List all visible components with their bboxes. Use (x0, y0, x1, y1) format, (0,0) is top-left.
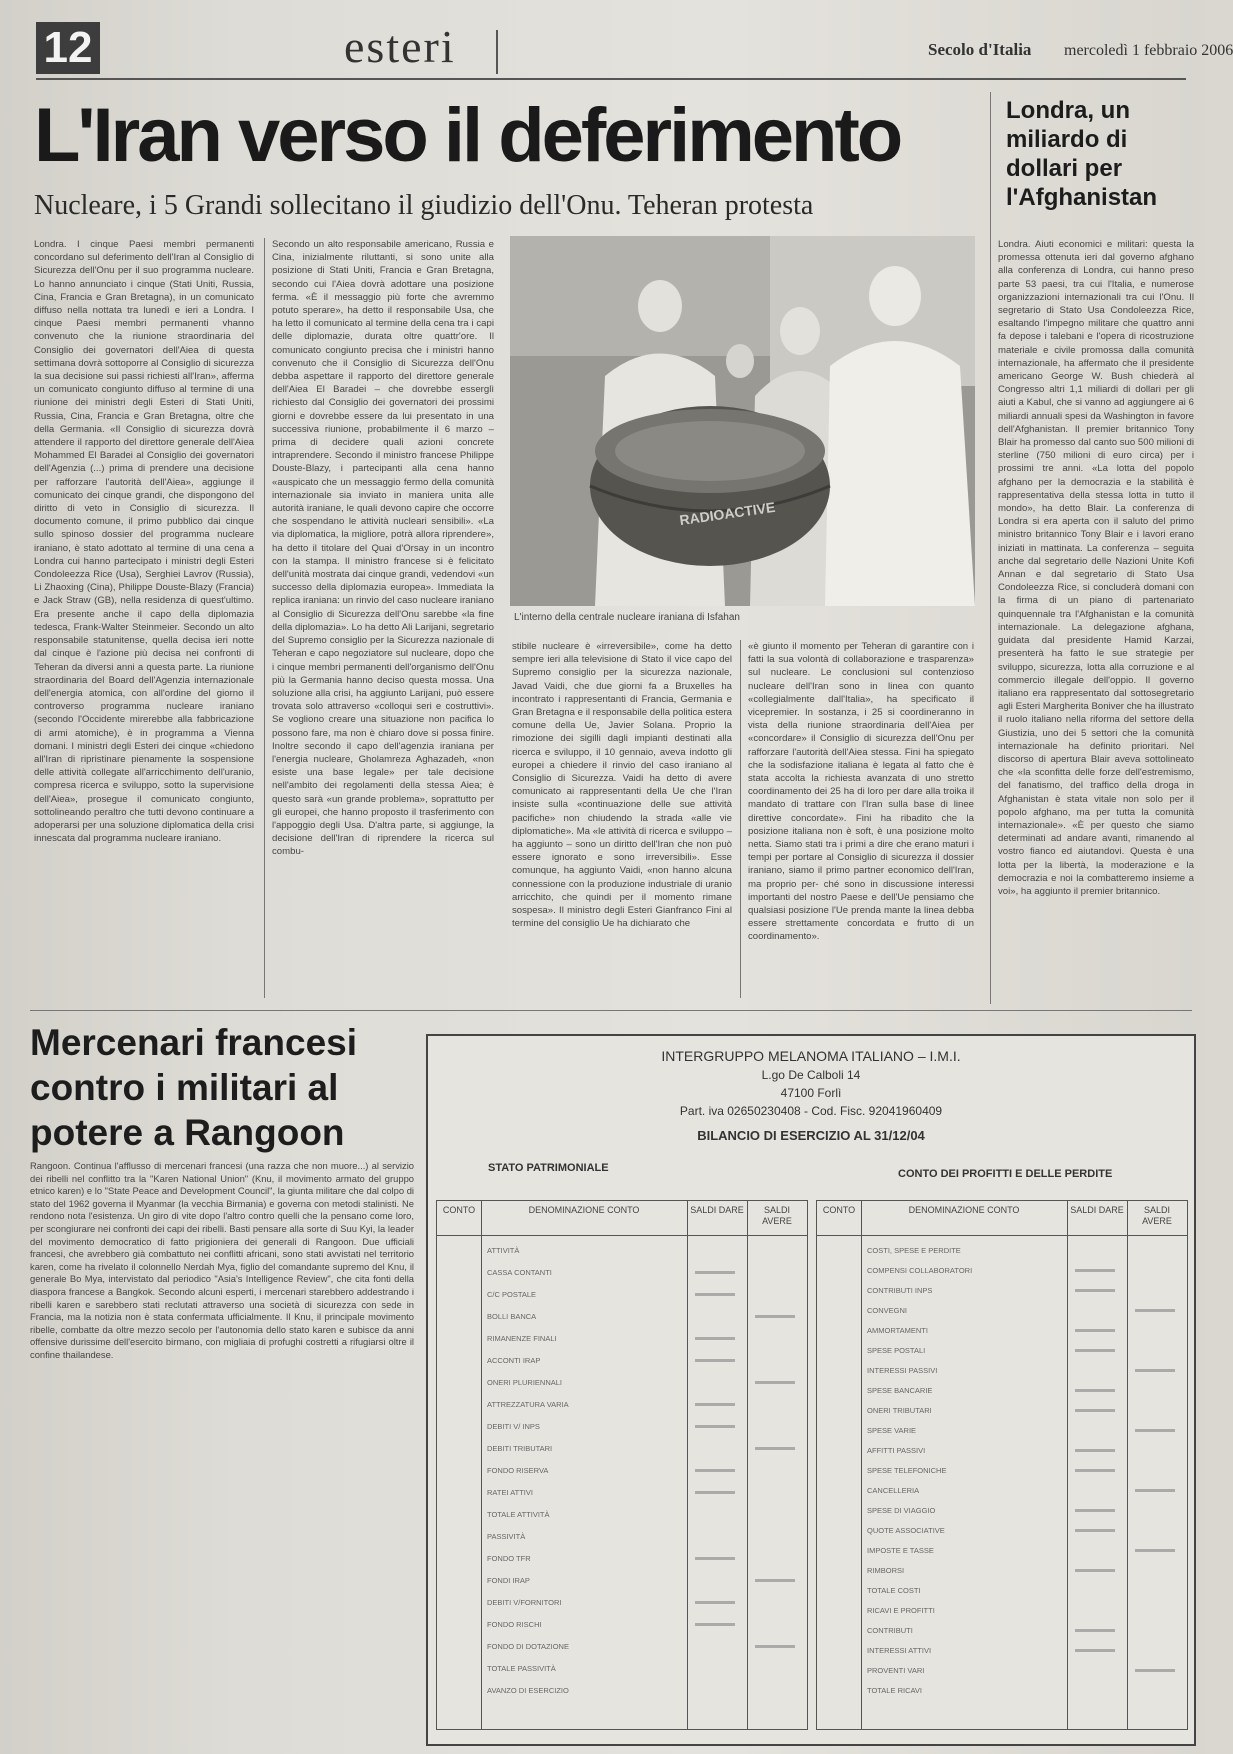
table-row-label: COSTI, SPESE E PERDITE (867, 1246, 961, 1255)
table-row-label: AFFITTI PASSIVI (867, 1446, 926, 1455)
table-row-label: FONDO RISERVA (487, 1466, 549, 1475)
table-value-mark (755, 1315, 795, 1318)
ad-left-title: STATO PATRIMONIALE (488, 1162, 609, 1174)
article-column-3: stibile nucleare è «irreversibile», come ha detto sempre ieri alla televisione di Stato il vice capo del Supremo consiglio per la sicurezza nazionale, Javad Vaidi, che due giorni fa a Bruxelles ha incontrato i rappresentanti di Francia, Germania e Gran Bretagna e il responsabile della politica estera comune della Ue, Javier Solana. Proprio la rimozione dei sigilli dagli impianti destinati alla ricerca e sviluppo, il 10 gennaio, aveva indotto gli europei a chiedere il rinvio del caso iraniano al Consiglio di Sicurezza. Vaidi ha detto di avere comunicato ai rappresentanti della Ue che l'Iran insiste sulla «continuazione delle sue attività pacifiche» non chiudendo la strada «alle vie diplomatiche». Ma «le attività di ricerca e sviluppo – ha aggiunto – sono un diritto dell'Iran che non può essere ignorato e sono irreversibili». Esse comunque, ha aggiunto Vaidi, «non hanno alcuna connessione con la produzione industriale di uranio arricchito, che quindi per il momento rimane sospesa». Il ministro degli Esteri Gianfranco Fini al termine del consiglio Ue ha dichiarato che (512, 641, 732, 930)
table-value-mark (1075, 1529, 1115, 1532)
table-row-label: INTERESSI PASSIVI (867, 1366, 938, 1375)
header-rule (36, 78, 1186, 80)
table-value-mark (695, 1359, 735, 1362)
table-value-mark (755, 1381, 795, 1384)
sidebar-body: Londra. Aiuti economici e militari: questa la promessa ottenuta ieri dal governo afghano alla conferenza di Londra, cui hanno preso parte 53 paesi, tra cui l'Italia, e numerose organizzazioni internazionali tra cui l'Onu. Il segretario di Stato Usa Condoleezza Rice, esaltando l'impegno militare che quattro anni fa depose i talebani e l'opera di ricostruzione materiale e civile promossa dalla comunità internazionale, ha affermato che il presidente americano George W. Bush chiederà al Congresso altri 1,1 miliardi di dollari per gli aiuti a Kabul, che si vanno ad aggiungere ai 6 miliardi annuali spesi da Washington in favore dell'Afghanistan. Il premier britannico Tony Blair ha promesso dal canto suo 500 milioni di sterline (750 milioni di euro circa) per i prossimi tre anni. «La lotta del popolo afghano per la democrazia e la stabilità è rappresentativa della stessa lotta in tutto il mondo», ha detto Blair. La conferenza di Londra si era aperta con il saluto del primo ministro britannico Tony Blair e i lavori erano iniziati in mattinata. La conferenza – seguita anche dal segretario delle Nazioni Unite Kofi Annan e dal segretario di Stato Usa Condoleezza Rice, si concluderà domani con la firma di un piano di partenariato quinquennale tra l'Afghanistan e la comunità internazionale. La delegazione afghana, guidata dal presidente Hamid Karzai, presenterà ha fatto le sue strategie per sviluppo, sicurezza, lotta alla corruzione e al commercio illegale dell'oppio. Il governo italiano era rappresentato dal sottosegretario agli Esteri Margherita Boniver che ha illustrato il ruolo italiano nella riforma del settore della Giustizia, uno dei 5 settori che la comunità internazionale ha definito prioritari. Nel discorso di apertura Blair aveva sottolineato che «la sconfitta delle forze dell'estremismo, del fanatismo, del traffico della droga in Afghanistan è stata vitale non solo per il popolo afghano, ma per tutta la comunità internazionale». «È per questo che siamo determinati ad andare avanti, rimanendo al vostro fianco ed aiutandovi. Questa è una lotta per la libertà, la moderazione e la democrazia e noi la combatteremo insieme a voi», ha aggiunto il premier britannico. (998, 239, 1194, 897)
section-name: esteri (344, 21, 456, 72)
table-value-mark (695, 1293, 735, 1296)
table-row-label: ATTIVITÀ (487, 1246, 520, 1255)
balance-sheet-notice (426, 1034, 1196, 1746)
table-value-mark (1075, 1569, 1115, 1572)
table-value-mark (1075, 1269, 1115, 1272)
table-row-label: FONDI IRAP (487, 1576, 530, 1585)
table-row-label: BOLLI BANCA (487, 1312, 537, 1321)
table-value-mark (1075, 1409, 1115, 1412)
table-row-label: TOTALE RICAVI (867, 1686, 923, 1695)
table-row-label: CASSA CONTANTI (487, 1268, 552, 1277)
table-value-mark (1075, 1629, 1115, 1632)
table-value-mark (1075, 1289, 1115, 1292)
table-value-mark (755, 1579, 795, 1582)
table-row-label: IMPOSTE E TASSE (867, 1546, 934, 1555)
table-value-mark (695, 1425, 735, 1428)
table-value-mark (755, 1447, 795, 1450)
balance-table-right (816, 1200, 1188, 1730)
table-value-mark (755, 1645, 795, 1648)
column-rule (740, 640, 741, 998)
table-value-mark (1135, 1369, 1175, 1372)
table-value-mark (1075, 1389, 1115, 1392)
table-value-mark (695, 1557, 735, 1560)
table-row-label: INTERESSI ATTIVI (867, 1646, 932, 1655)
table-row-label: DEBITI TRIBUTARI (487, 1444, 553, 1453)
table-row-label: TOTALE ATTIVITÀ (487, 1510, 550, 1519)
col-dare-header: SALDI DARE (1070, 1205, 1124, 1215)
table-row-label: ACCONTI IRAP (487, 1356, 541, 1365)
table-row-label: TOTALE PASSIVITÀ (487, 1664, 556, 1673)
table-row-label: RIMANENZE FINALI (487, 1334, 557, 1343)
table-value-mark (695, 1491, 735, 1494)
col-avere-header: SALDI AVERE (762, 1205, 792, 1226)
nuclear-plant-photo (510, 236, 975, 606)
section-divider-rule (30, 1010, 1192, 1011)
col-desc-header: DENOMINAZIONE CONTO (908, 1205, 1020, 1215)
article-column-4: «è giunto il momento per Teheran di garantire con i fatti la sua volontà di collaborazione e trasparenza» sul nucleare. Le conclusioni sul contenzioso nucleare dell'Iran sono in linea con quanto «collegialmente dall'Italia», ha specificato il vicepremier. In sostanza, i 25 si coordineranno in vista della riunione straordinaria dell'Aiea per «concordare» il Consiglio di sicurezza dell'Onu per rafforzare l'autorità dell'Aiea stessa. Fini ha spiegato che la sodisfazione italiana è legata al fatto che è stata accolta la richiesta avanzata di uno stretto coordinamento dei 25 ha di loro per dare alla troika il mandato di trattare con l'Iran sulla base di linee direttive concordate». Fini ha ribadito che la posizione italiana non è soft, è una posizione molto netta. Siamo stati tra i primi a dire che erano maturi i tempi per portare al Consiglio di sicurezza il dossier iraniano, siamo il primo partner economico dell'Iran, ma proprio per- ché sono in discussione interessi importanti del nostro Paese e dell'Ue pensiamo che qualsiasi posizione l'Ue prenda mante la linea debba essere strettamente concordata e frutto di un coordinamento». (748, 641, 974, 943)
table-value-mark (1135, 1669, 1175, 1672)
section-divider (496, 30, 498, 74)
table-row-label: RATEI ATTIVI (487, 1488, 533, 1497)
table-value-mark (1075, 1469, 1115, 1472)
table-row-label: CANCELLERIA (867, 1486, 920, 1495)
table-row-label: AVANZO DI ESERCIZIO (487, 1686, 569, 1695)
table-row-label: SPESE POSTALI (867, 1346, 926, 1355)
article-column-1: Londra. I cinque Paesi membri permanenti concordano sul deferimento dell'Iran al Consiglio di Sicurezza dell'Onu per il suo programma nucleare. Lo hanno annunciato i cinque (Stati Uniti, Russia, Cina, Francia e Gran Bretagna), in un comunicato diffuso nella nottata tra lunedì e ieri a Londra. I cinque Paesi membri permanenti vhanno convenuto che la riunione straordinaria del Consiglio dei governatori dell'Aiea di questa settimana dovrà sottoporre al Consiglio di sicurezza la sua decisione sui passi richiesti all'Iran», afferma un comunicato congiunto diffuso al termine di una riunione dei ministri degli Esteri di Stati Uniti, Russia, Cina, Francia e Gran Bretagna, oltre che della Germania. «Il Consiglio di sicurezza dovrà attendere il rapporto del direttore generale dell'Aiea Mohammed El Baradei al Consiglio dei governatori dell'Agenzia (...) prima di prendere una decisione per rafforzare l'autorità dell'Aiea», aggiunge il comunicato dei cinque grandi, che dispongono del diritto di veto in Consiglio di sicurezza. Il documento comune, il primo pubblico dai cinque sullo spinoso dossier del programma nucleare iraniano, è stato adottato al termine di una cena a Londra cui hanno partecipato i ministri degli Esteri Condoleezza Rice (Usa), Serghiei Lavrov (Russia), Li Zhaoxing (Cina), Philippe Douste-Blazy (Francia) e Jack Straw (GB), nella residenza di quest'ultimo. Era presente anche il capo della diplomazia tedesca, Frank-Walter Steinmeier. Secondo un alto responsabile statunitense, quella decisa ieri notte dal cinque è l'azione più decisa nei confronti di Teheran da diversi anni a questa parte. La riunione straordinaria del Board dell'Agenzia internazionale dell'energia atomica, con all'ordine del giorno il controverso programma nucleare iraniano (secondo l'Occidente mirerebbe alla fabbricazione di armi atomiche), è in programma a Vienna domani. I ministri degli Esteri dei cinque «chiedono all'Iran di ripristinare pienamente la sospensione delle attività collegate all'arricchimento dell'uranio, compresa ricerca e sviluppo, sotto la supervisione dell'Aiea», prosegue il comunicato congiunto, sottolineando peraltro che tutti devono continuare a adoperarsi per una soluzione diplomatica della crisi innescata dal programma nucleare iraniano. (34, 239, 254, 845)
table-value-mark (695, 1271, 735, 1274)
col-dare-header: SALDI DARE (690, 1205, 744, 1215)
article-column-2: Secondo un alto responsabile americano, Russia e Cina, inizialmente riluttanti, si sono unite alla posizione di Stati Uniti, Francia e Gran Bretagna, secondo cui l'Aiea dovrà adottare una posizione ferma. «È il messaggio più forte che avremmo potuto sperare», ha detto il responsabile Usa, che ha letto il comunicato al termine della cena tra i capi delle diplomazie, durata oltre quattr'ore. Il comunicato congiunto precisa che i ministri hanno convenuto che il Consiglio di Sicurezza dell'Onu debba aspettare il rapporto del direttore generale dell'Aiea El Baradei – che dovrebbe esserglì richiesto dal Consiglio dei governatori dei prossimi giorni e dovrebbe essere da lui presentato in una successiva riunione, probabilmente il 6 marzo – prima di decidere quali azioni concrete intraprendere. Secondo il ministro francese Philippe Douste-Blazy, i partecipanti alla cena hanno «auspicato che un messaggio fermo della comunità internazionale sia inviato in maniera unita alle autorità iraniane, le quali devono capire che occorre che sospendano le attività nucleari sensibili». «La via diplomatica, la migliore, potrà allora riprendere», ha detto il titolare del Quai d'Orsay in un incontro con la stampa. Il ministro francese si è felicitato dell'unità mostrata dai cinque grandi, vedendovi «un successo della diplomazia europea». Immediata la replica iraniana: un rinvio del caso nucleare iraniano al Consiglio di Sicurezza dell'Onu sarebbe «la fine della diplomazia». Lo ha detto Ali Larijani, segretario del Supremo consiglio per la Sicurezza nazionale di Teheran e capo negoziatore sul nucleare, dopo che i cinque membri permanenti dell'organismo dell'Onu più la Germania hanno deciso questa mossa. Una soluzione alla crisi, ha aggiunto Larijani, può essere trovata solo attraverso «colloqui seri e costruttivi». Se vogliono creare una situazione non pacifica lo possono fare, ma non è chiaro dove si possa finire. Inoltre secondo il capo dell'agenzia iraniana per l'energia nucleare, Gholamreza Aghazadeh, «non esiste una base legale» per tale decisione nell'ambito dei regolamenti della stessa Aiea; è questo sarà «un grande problema», soprattutto per gli europei, che hanno proposto il trasferimento con l'appoggio degli Usa. D'altra parte, si aggiunge, la decisione dell'Iran di riprendere la ricerca sul combu- (272, 239, 494, 858)
table-row-label: C/C POSTALE (487, 1290, 537, 1299)
ad-org: INTERGRUPPO MELANOMA ITALIANO – I.M.I. (661, 1048, 961, 1064)
photo-caption: L'interno della centrale nucleare iraniana di Isfahan (514, 612, 740, 623)
table-row-label: SPESE TELEFONICHE (867, 1466, 947, 1475)
table-row-label: DEBITI V/FORNITORI (487, 1598, 562, 1607)
table-row-label: SPESE VARIE (867, 1426, 917, 1435)
table-value-mark (695, 1337, 735, 1340)
table-value-mark (1075, 1329, 1115, 1332)
table-row-label: PASSIVITÀ (487, 1532, 526, 1541)
sidebar-rule (990, 92, 991, 1004)
sidebar-headline: Londra, un miliardo di dollari per l'Afghanistan (1006, 97, 1158, 211)
second-article-body: Rangoon. Continua l'afflusso di mercenari francesi (una razza che non muore...) al servizio dei ribelli nel conflitto tra la "Karen National Union" (Knu, il movimento armato del gruppo etnico karen) e lo "State Peace and Development Council", la giunta militare che dal colpo di stato del 1962 governa il Myanmar (la vecchia Birmania) e governa con metodi stalinisti. Ne rendono nota l'esistenza. Un giro di vite dopo l'altro contro quelli che la pensano come loro, per scongiurare nei confronti dei capi dei ribelli. Basti pensare alla sorte di Suu Kyi, la leader del movimento democratico di fatto prigioniera dei generali di Rangoon. Due ufficiali francesi, che avrebbero già combattuto nei conflitti africani, sono stati avvistati nel territorio karen, come ha rivelato il colonnello Nerdah Mya, figlio del comandante supremo del Knu, il generale Bo Mya, intervistato dal periodico "Asia's Intelligence Review", che cita fonti della diaspora francese a Bangkok. Secondo alcuni esperti, i mercenari starebbero addestrando i ribelli karen e sarebbero stati reclutati attraverso una società di sicurezza con sede in Francia, ma la notizia non è stata confermata ufficialmente. Il Knu, il principale movimento ribelle, combatte da oltre mezzo secolo per l'autonomia dello stato karen e subisce da anni offensive durissime dell'esercito birmano, con migliaia di profughi costretti a rifugiarsi oltre il confine thailandese. (30, 1160, 414, 1360)
table-row-label: FONDO TFR (487, 1554, 531, 1563)
page-number: 12 (36, 22, 100, 74)
table-value-mark (1135, 1309, 1175, 1312)
table-row-label: ONERI TRIBUTARI (867, 1406, 932, 1415)
balance-table-left (436, 1200, 808, 1730)
table-value-mark (695, 1469, 735, 1472)
table-row-label: TOTALE COSTI (867, 1586, 921, 1595)
table-row-label: RICAVI E PROFITTI (867, 1606, 935, 1615)
table-row-label: QUOTE ASSOCIATIVE (867, 1526, 945, 1535)
table-row-label: CONTRIBUTI INPS (867, 1286, 933, 1295)
table-row-label: SPESE DI VIAGGIO (867, 1506, 936, 1515)
ad-address: L.go De Calboli 14 (761, 1068, 861, 1082)
table-value-mark (695, 1403, 735, 1406)
table-value-mark (695, 1601, 735, 1604)
table-row-label: AMMORTAMENTI (867, 1326, 928, 1335)
table-row-label: ONERI PLURIENNALI (487, 1378, 563, 1387)
table-value-mark (1135, 1429, 1175, 1432)
table-row-label: FONDO DI DOTAZIONE (487, 1642, 569, 1651)
nuclear-plant-photo-illustration (510, 236, 975, 606)
ad-right-title: CONTO DEI PROFITTI E DELLE PERDITE (898, 1168, 1113, 1180)
col-desc-header: DENOMINAZIONE CONTO (528, 1205, 640, 1215)
ad-title: BILANCIO DI ESERCIZIO AL 31/12/04 (697, 1128, 925, 1143)
main-headline: L'Iran verso il deferimento (34, 93, 901, 178)
table-row-label: FONDO RISCHI (487, 1620, 542, 1629)
table-row-label: DEBITI V/ INPS (487, 1422, 540, 1431)
table-row-label: RIMBORSI (867, 1566, 905, 1575)
col-code-header: CONTO (442, 1205, 476, 1215)
col-code-header: CONTO (822, 1205, 856, 1215)
table-value-mark (1075, 1349, 1115, 1352)
column-rule (264, 238, 265, 998)
table-value-mark (695, 1623, 735, 1626)
main-subheadline: Nucleare, i 5 Grandi sollecitano il giudizio dell'Onu. Teheran protesta (34, 190, 814, 221)
drum-label: RADIOACTIVE (678, 498, 777, 529)
issue-date: mercoledì 1 febbraio 2006 (1064, 42, 1233, 59)
table-row-label: PROVENTI VARI (867, 1666, 925, 1675)
table-value-mark (1075, 1449, 1115, 1452)
table-row-label: CONTRIBUTI (867, 1626, 913, 1635)
ad-city: 47100 Forlì (780, 1086, 842, 1100)
table-row-label: ATTREZZATURA VARIA (487, 1400, 569, 1409)
table-row-label: CONVEGNI (867, 1306, 908, 1315)
table-value-mark (1135, 1489, 1175, 1492)
table-row-label: COMPENSI COLLABORATORI (867, 1266, 973, 1275)
newspaper-name: Secolo d'Italia (928, 40, 1032, 59)
second-headline: Mercenari francesi contro i militari al potere a Rangoon (30, 1022, 358, 1153)
table-row-label: SPESE BANCARIE (867, 1386, 933, 1395)
table-value-mark (1075, 1649, 1115, 1652)
col-avere-header: SALDI AVERE (1142, 1205, 1172, 1226)
table-value-mark (1135, 1549, 1175, 1552)
table-value-mark (1075, 1509, 1115, 1512)
ad-codes: Part. iva 02650230408 - Cod. Fisc. 92041960409 (679, 1104, 943, 1118)
